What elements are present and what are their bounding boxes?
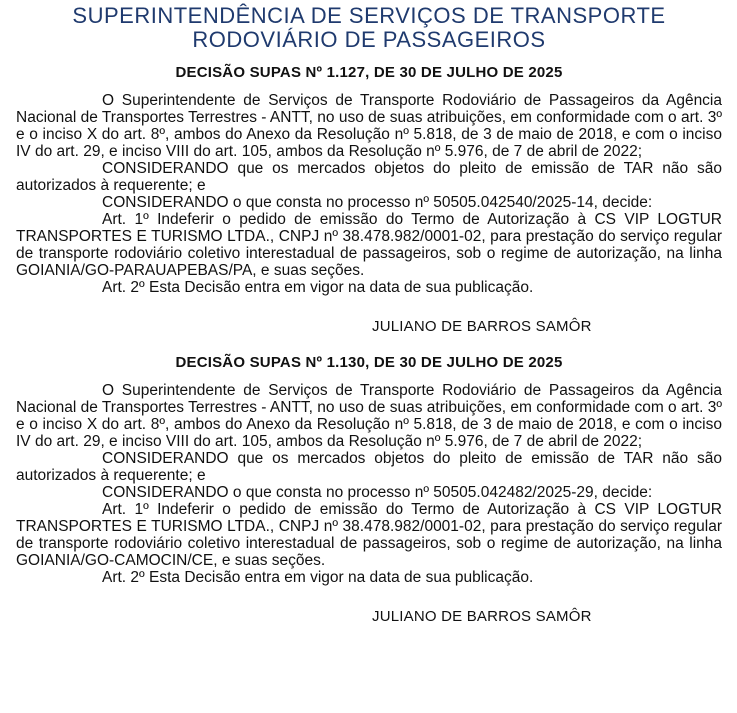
document-page	[16, 4, 722, 626]
article-1-paragraph: Art. 1º Indeferir o pedido de emissão do Termo de Autorização à CS VIP LOGTUR TRANSPORTES E TURISMO LTDA., CNPJ nº 38.478.982/0001-02, para prestação do serviço regular de transporte rodoviário coletivo interestadual de passageiros, sob o regime de autorização, na linha GOIANIA/GO-CAMOCIN/CE, e suas seções.	[16, 501, 722, 569]
considerando-paragraph: CONSIDERANDO que os mercados objetos do pleito de emissão de TAR não são autorizados à requerente; e	[16, 160, 722, 194]
decision-title: DECISÃO SUPAS Nº 1.127, DE 30 DE JULHO DE 2025	[175, 64, 563, 81]
section-gap	[16, 336, 722, 354]
signature: JULIANO DE BARROS SAMÔR	[372, 608, 592, 625]
page-title: SUPERINTENDÊNCIA DE SERVIÇOS DE TRANSPORTE RODOVIÁRIO DE PASSAGEIROS	[72, 3, 666, 52]
considerando-process-paragraph: CONSIDERANDO o que consta no processo nº 50505.042482/2025-29, decide:	[102, 484, 653, 501]
signature: JULIANO DE BARROS SAMÔR	[372, 318, 592, 335]
preamble-paragraph: O Superintendente de Serviços de Transporte Rodoviário de Passageiros da Agência Nacional de Transportes Terrestres - ANTT, no uso de suas atribuições, em conformidade com o art. 3º e o inciso X do art. 8º, ambos do Anexo da Resolução nº 5.818, de 3 de maio de 2018, e com o inciso IV do art. 29, e inciso VIII do art. 105, ambos da Resolução nº 5.976, de 7 de abril de 2022;	[16, 92, 722, 160]
article-2-paragraph: Art. 2º Esta Decisão entra em vigor na data de sua publicação.	[102, 279, 534, 296]
decision-title: DECISÃO SUPAS Nº 1.130, DE 30 DE JULHO DE 2025	[175, 354, 563, 371]
decision-1127	[16, 64, 722, 336]
considerando-paragraph: CONSIDERANDO que os mercados objetos do pleito de emissão de TAR não são autorizados à requerente; e	[16, 450, 722, 484]
article-2-paragraph: Art. 2º Esta Decisão entra em vigor na data de sua publicação.	[102, 569, 534, 586]
decision-1130	[16, 354, 722, 626]
article-1-paragraph: Art. 1º Indeferir o pedido de emissão do Termo de Autorização à CS VIP LOGTUR TRANSPORTES E TURISMO LTDA., CNPJ nº 38.478.982/0001-02, para prestação do serviço regular de transporte rodoviário coletivo interestadual de passageiros, sob o regime de autorização, na linha GOIANIA/GO-PARAUAPEBAS/PA, e suas seções.	[16, 211, 722, 279]
considerando-process-paragraph: CONSIDERANDO o que consta no processo nº 50505.042540/2025-14, decide:	[102, 194, 653, 211]
preamble-paragraph: O Superintendente de Serviços de Transporte Rodoviário de Passageiros da Agência Nacional de Transportes Terrestres - ANTT, no uso de suas atribuições, em conformidade com o art. 3º e o inciso X do art. 8º, ambos do Anexo da Resolução nº 5.818, de 3 de maio de 2018, e com o inciso IV do art. 29, e inciso VIII do art. 105, ambos da Resolução nº 5.976, de 7 de abril de 2022;	[16, 382, 722, 450]
